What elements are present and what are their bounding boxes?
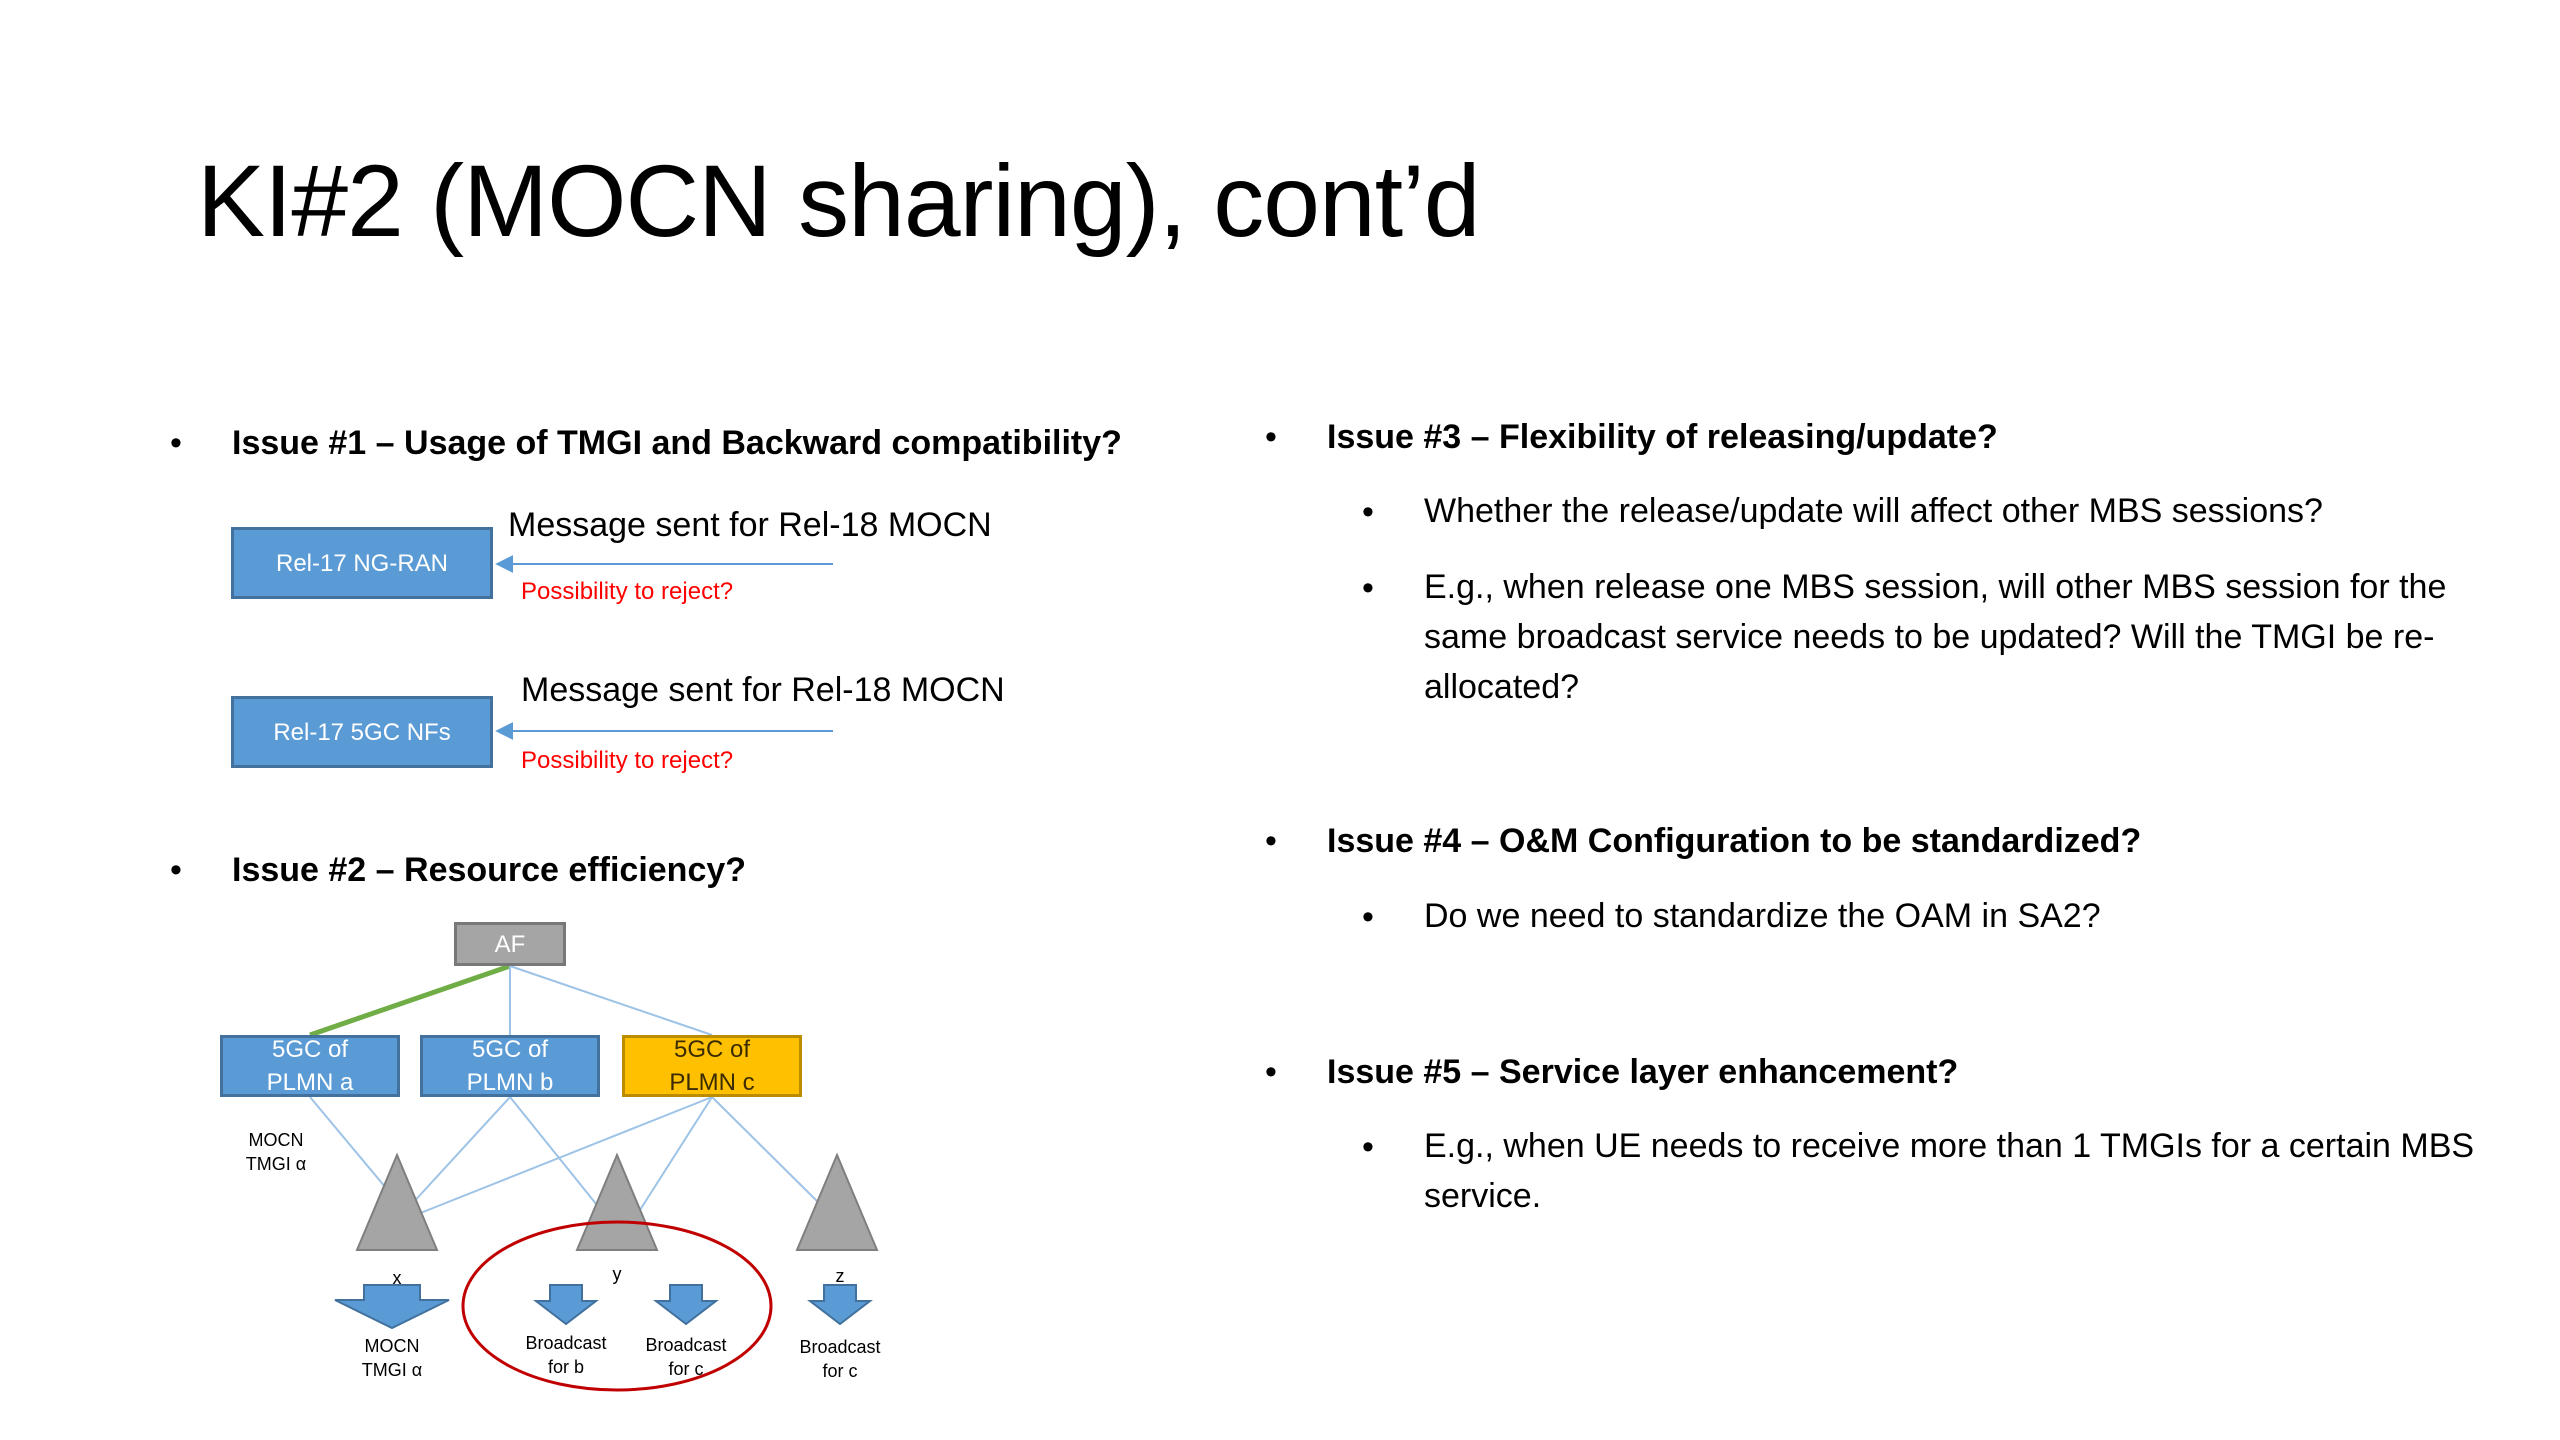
plmn-b-to-cell-x [410,1097,510,1206]
down-arrow-c2 [810,1285,870,1324]
out-broadcast-b-label [511,1331,621,1379]
plmn-c-box [622,1035,802,1097]
plmn-c-line1: 5GC of [673,1036,751,1063]
out-c2-line2: for c [822,1361,858,1381]
out-mocn-line1: MOCN [364,1336,420,1356]
cell-x-label: x [392,1268,402,1288]
out-b-line2: for b [547,1357,585,1377]
out-b-line1: Broadcast [525,1333,607,1353]
issue2-heading: Issue #2 – Resource efficiency? [232,851,747,889]
out-mocn-line2: TMGI α [361,1360,423,1380]
down-arrow-b [536,1285,596,1324]
plmn-c-to-cell-y [640,1097,712,1210]
slide-title: KI#2 (MOCN sharing), cont’d [197,144,1480,258]
row2-message-label: Message sent for Rel-18 MOCN [521,671,1005,709]
af-to-plmn-c-link [510,966,712,1035]
mocn-tmgi-label [236,1128,316,1176]
plmn-c-to-cell-z [712,1097,822,1206]
plmn-b-to-cell-y [510,1097,605,1215]
out-broadcast-c2-label [785,1335,895,1383]
issue5-point1: E.g., when UE needs to receive more than 1 TMGIs for a certain MBS service. [1424,1127,2475,1215]
plmn-c-line2: PLMN c [669,1069,755,1096]
bullet-issue3: • [1265,418,1277,456]
issue3-point1: Whether the release/update will affect other MBS sessions? [1424,492,2323,530]
cell-x-triangle [357,1155,437,1250]
plmn-a-box [220,1035,400,1097]
rel17-ngran-box: Rel-17 NG-RAN [231,527,493,599]
bullet-issue1: • [170,424,182,462]
bullet-issue4-point1: • [1362,898,1374,936]
rel17-5gc-box: Rel-17 5GC NFs [231,696,493,768]
out-c1-line1: Broadcast [645,1335,727,1355]
plmn-b-line2: PLMN b [466,1069,554,1096]
issue5-heading: Issue #5 – Service layer enhancement? [1327,1053,1959,1091]
out-c2-line1: Broadcast [799,1337,881,1357]
out-c1-line2: for c [668,1359,704,1379]
cell-z-triangle [797,1155,877,1250]
out-broadcast-c1-label [631,1333,741,1381]
issue4-point1: Do we need to standardize the OAM in SA2? [1424,897,2101,935]
bullet-issue4: • [1265,822,1277,860]
row1-message-label: Message sent for Rel-18 MOCN [508,506,992,544]
mocn-tmgi-line1: MOCN [248,1130,304,1150]
issue1-heading: Issue #1 – Usage of TMGI and Backward compatibility? [232,424,1122,462]
af-box: AF [454,922,566,966]
bullet-issue5-point1: • [1362,1128,1374,1166]
bullet-issue3-point1: • [1362,493,1374,531]
plmn-a-line2: PLMN a [266,1069,354,1096]
bullet-issue2: • [170,851,182,889]
row2-reject-label: Possibility to reject? [521,747,734,774]
row1-reject-label: Possibility to reject? [521,578,734,605]
issue3-heading: Issue #3 – Flexibility of releasing/update? [1327,418,1998,456]
plmn-a-to-cell-x [310,1097,396,1200]
cell-z-label: z [835,1266,845,1286]
af-to-plmn-a-link [310,966,510,1035]
cell-y-label: y [612,1264,622,1284]
out-mocn-label [352,1334,432,1382]
bullet-issue3-point2: • [1362,569,1374,607]
plmn-c-to-cell-x [418,1097,712,1214]
issue4-heading: Issue #4 – O&M Configuration to be standardized? [1327,822,2142,860]
bullet-issue5: • [1265,1053,1277,1091]
issue3-point2: E.g., when release one MBS session, will other MBS session for the same broadcast service needs to be updated? Will the TMGI be re-allocated? [1424,568,2447,706]
plmn-a-line1: 5GC of [271,1036,349,1063]
plmn-b-box [420,1035,600,1097]
down-arrow-c1 [656,1285,716,1324]
down-arrow-mocn [335,1285,449,1328]
plmn-b-line1: 5GC of [471,1036,549,1063]
mocn-tmgi-line2: TMGI α [245,1154,307,1174]
